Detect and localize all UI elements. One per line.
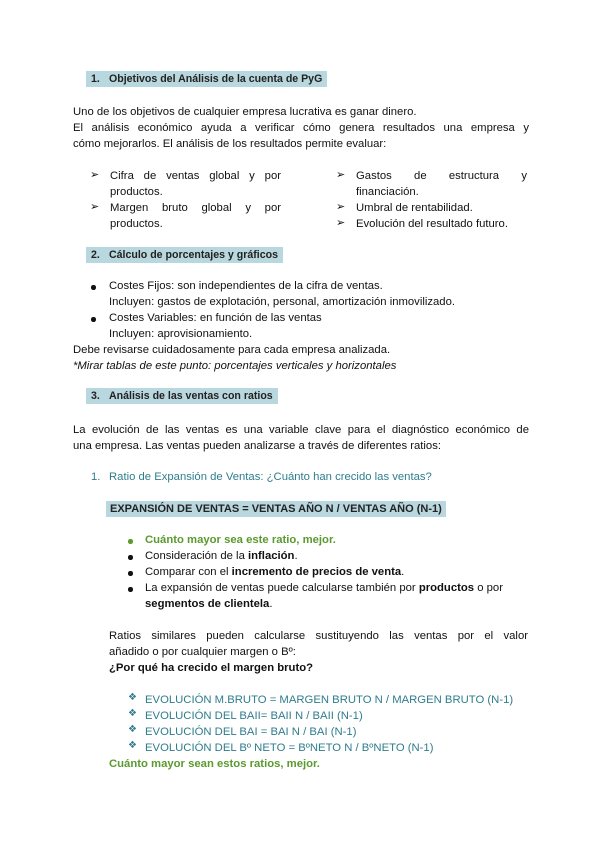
section-1-heading — [86, 71, 327, 87]
ratio-bullet-2-end: . — [294, 550, 298, 562]
ratio-bullet-2-text: Consideración de la — [145, 550, 248, 562]
ratio-formula-2: EVOLUCIÓN DEL BAII= BAII N / BAII (N-1) — [145, 710, 363, 722]
closing-statement: Cuánto mayor sean estos ratios, mejor. — [109, 758, 320, 770]
arrow-bullet-icon: ➢ — [336, 201, 346, 213]
ratio-bullet-4-line-2 — [145, 596, 272, 612]
diamond-bullet-icon: ❖ — [128, 740, 137, 751]
arrow-bullet-icon: ➢ — [336, 217, 346, 229]
right-list-item-1-line-2: financiación. — [356, 186, 419, 198]
ratio-bullet-4-bold: productos — [418, 582, 475, 594]
arrow-bullet-icon: ➢ — [336, 169, 346, 181]
right-list-item-2: Umbral de rentabilidad. — [356, 202, 473, 214]
left-list-item-1-line-1: Cifra de ventas global y por — [110, 170, 281, 182]
subsection-1-title: Ratio de Expansión de Ventas: ¿Cuánto han crecido las ventas? — [109, 471, 432, 483]
section-2-italic-note: *Mirar tablas de este punto: porcentajes verticales y horizontales — [73, 360, 397, 372]
ratio-bullet-4-text: La expansión de ventas puede calcularse también por — [145, 582, 419, 594]
section-1-para-line-3: cómo mejorarlos. El análisis de los resultados permite evaluar: — [73, 138, 387, 150]
ratio-bullet-3 — [145, 564, 404, 580]
bullet-dot-icon — [128, 555, 133, 560]
ratio-formula-1: EVOLUCIÓN M.BRUTO = MARGEN BRUTO N / MARGEN BRUTO (N-1) — [145, 694, 514, 706]
ratio-formula-3: EVOLUCIÓN DEL BAI = BAI N / BAI (N-1) — [145, 726, 357, 738]
bullet-dot-icon — [128, 571, 133, 576]
bullet-dot-icon — [91, 317, 96, 322]
expansion-formula: EXPANSIÓN DE VENTAS = VENTAS AÑO N / VENTAS AÑO (N-1) — [106, 501, 446, 517]
section-2-title: Cálculo de porcentajes y gráficos — [109, 249, 278, 261]
costes-fijos-line-1: Costes Fijos: son independientes de la cifra de ventas. — [109, 280, 383, 292]
left-list-item-1-line-2: productos. — [110, 186, 163, 198]
bullet-dot-icon — [128, 539, 133, 544]
left-list-item-2-line-2: productos. — [110, 218, 163, 230]
section-1-title: Objetivos del Análisis de la cuenta de PyG — [109, 73, 323, 85]
ratio-formula-4: EVOLUCIÓN DEL Bº NETO = BºNETO N / BºNETO (N-1) — [145, 742, 434, 754]
section-3-para-line-2: una empresa. Las ventas pueden analizarse a través de diferentes ratios: — [73, 440, 441, 452]
section-2-note: Debe revisarse cuidadosamente para cada empresa analizada. — [73, 344, 391, 356]
section-3-para-line-1: La evolución de las ventas es una variable clave para el diagnóstico económico de — [73, 424, 529, 436]
bullet-dot-icon — [91, 285, 96, 290]
ratio-bullet-4-line-1 — [145, 580, 503, 596]
ratio-bullet-4-end: o por — [474, 582, 503, 594]
costes-fijos-line-2: Incluyen: gastos de explotación, personal, amortización inmovilizado. — [109, 296, 456, 308]
ratio-bullet-1: Cuánto mayor sea este ratio, mejor. — [145, 534, 336, 546]
arrow-bullet-icon: ➢ — [90, 201, 100, 213]
similar-ratios-line-1: Ratios similares pueden calcularse sustituyendo las ventas por el valor — [109, 630, 528, 642]
right-list-item-3: Evolución del resultado futuro. — [356, 218, 508, 230]
ratio-bullet-4-bold-2: segmentos de clientela — [145, 598, 270, 610]
diamond-bullet-icon: ❖ — [128, 692, 137, 703]
subsection-1-number: 1. — [91, 471, 101, 483]
section-1-para-line-2: El análisis económico ayuda a verificar cómo genera resultados una empresa y — [73, 122, 529, 134]
ratio-bullet-3-end: . — [401, 566, 405, 578]
arrow-bullet-icon: ➢ — [90, 169, 100, 181]
ratio-bullet-4-end-2: . — [269, 598, 273, 610]
section-2-number: 2. — [91, 249, 100, 261]
diamond-bullet-icon: ❖ — [128, 708, 137, 719]
ratio-bullet-3-text: Comparar con el — [145, 566, 232, 578]
subsection-1-heading — [91, 469, 432, 485]
section-1-number: 1. — [91, 73, 100, 85]
section-3-number: 3. — [91, 390, 100, 402]
ratio-bullet-2 — [145, 548, 298, 564]
diamond-bullet-icon: ❖ — [128, 724, 137, 735]
similar-ratios-line-2: añadido o por cualquier margen o Bº: — [109, 646, 296, 658]
section-2-heading — [86, 247, 283, 263]
costes-variables-line-2: Incluyen: aprovisionamiento. — [109, 328, 253, 340]
section-3-title: Análisis de las ventas con ratios — [109, 390, 273, 402]
left-list-item-2-line-1: Margen bruto global y por — [110, 202, 281, 214]
ratio-bullet-3-bold: incremento de precios de venta — [231, 566, 402, 578]
margin-question: ¿Por qué ha crecido el margen bruto? — [109, 662, 314, 674]
ratio-bullet-2-bold: inflación — [248, 550, 295, 562]
costes-variables-line-1: Costes Variables: en función de las ventas — [109, 312, 322, 324]
section-1-para-line-1: Uno de los objetivos de cualquier empresa lucrativa es ganar dinero. — [73, 106, 417, 118]
bullet-dot-icon — [128, 587, 133, 592]
section-3-heading — [86, 388, 278, 404]
right-list-item-1-line-1: Gastos de estructura y — [356, 170, 527, 182]
